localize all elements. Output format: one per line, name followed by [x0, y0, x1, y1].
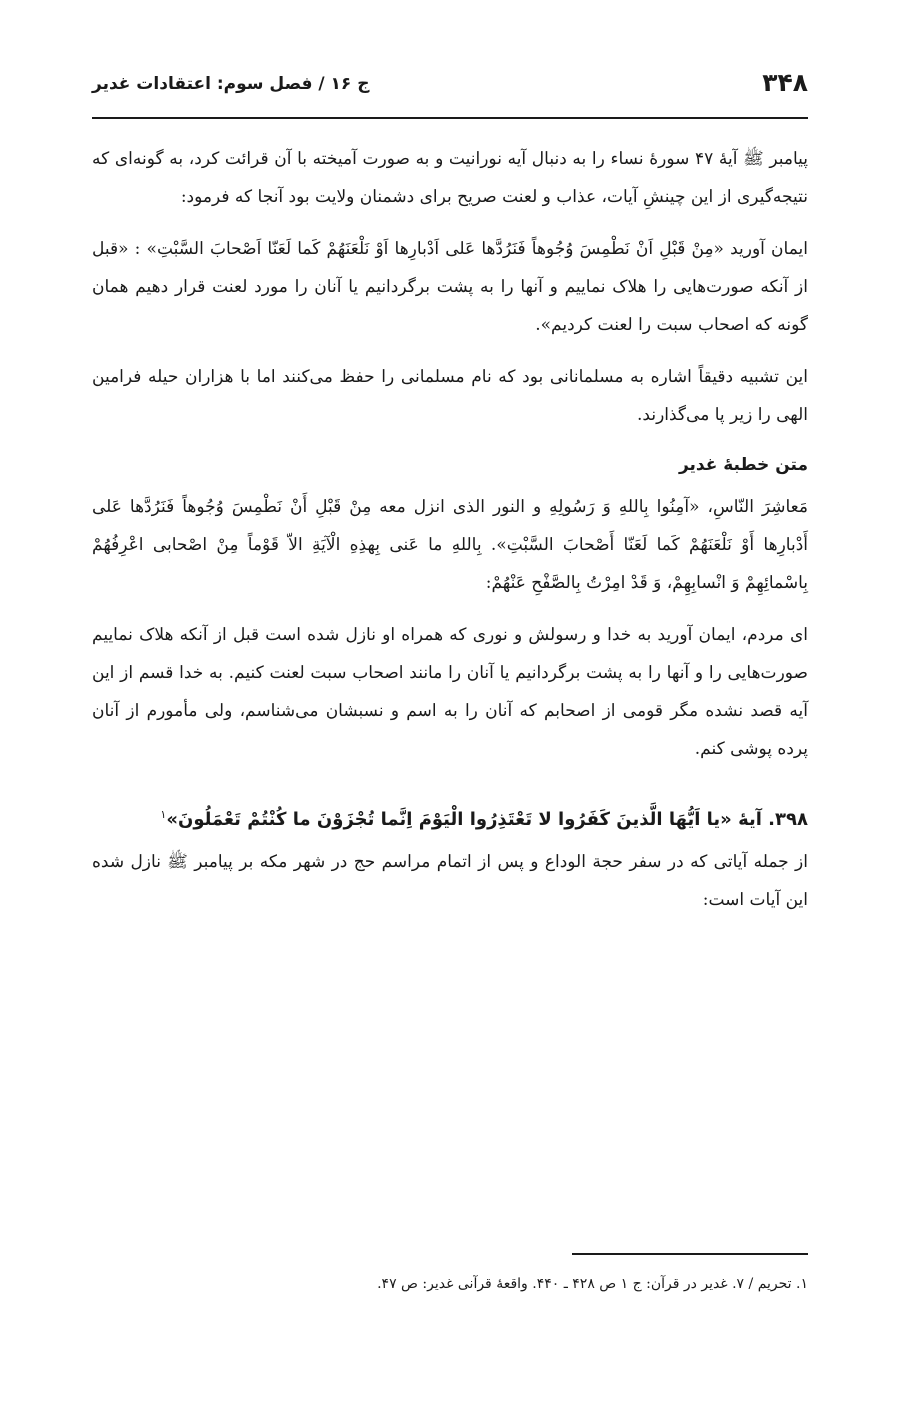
- sermon-arabic-text: مَعاشِرَ النّاسِ، «آمِنُوا بِاللهِ وَ رَسُولِهِ و النور الذی انزل معه مِنْ قَبْلِ أَنْ نَطْمِسَ وُجُوهاً فَنَرُدَّها عَلی أَدْبارِها أَوْ نَلْعَنَهُمْ کَما لَعَنّا أَصْحابَ السَّبْتِ». بِاللهِ ما عَنی بِهذِهِ الْآیَةِ الاّ قَوْماً مِنْ اصْحابی اعْرِفُهُمْ بِاسْمائِهِمْ وَ انْسابِهِمْ، وَ قَدْ امِرْتُ بِالصَّفْحِ عَنْهُمْ:: [92, 497, 808, 593]
- verse-heading-text: ۳۹۸. آیهٔ «یا اَیُّهَا الَّذینَ کَفَرُوا لا تَعْتَذِرُوا الْیَوْمَ اِنَّما تُجْزَوْنَ ما کُنْتُمْ تَعْمَلُونَ»: [166, 809, 808, 830]
- paragraph-2-intro: ایمان آورید: [730, 239, 808, 259]
- verse-heading: [92, 796, 808, 839]
- section-title: متن خطبهٔ غدیر: [678, 455, 808, 475]
- quran-quote: «مِنْ قَبْلِ اَنْ نَطْمِسَ وُجُوهاً فَنَرُدَّها عَلی اَدْبارِها اَوْ نَلْعَنَهُمْ کَما لَعَنّا اَصْحابَ السَّبْتِ»: [146, 239, 724, 259]
- sermon-translation: ای مردم، ایمان آورید به خدا و رسولش و نوری که همراه او نازل شده است قبل از آنکه هلاک نماییم صورت‌هایی را و آنها را به پشت برگردانیم یا آنان را مانند اصحاب سبت لعنت کنیم. به خدا قسم از این آیه قصد نشده مگر قومی از اصحابم که آنان را به اسم و نسبشان می‌شناسم، ولی مأمورم از آنان پرده پوشی کنم.: [92, 625, 808, 759]
- page-number: ۳۴۸: [762, 68, 808, 97]
- header-divider: [92, 117, 808, 119]
- paragraph-3: این تشبیه دقیقاً اشاره به مسلمانانی بود که نام مسلمانی را حفظ می‌کنند اما با هزاران حیله فرامین الهی را زیر پا می‌گذارند.: [92, 367, 808, 425]
- page-header: [92, 62, 808, 112]
- book-page: [92, 0, 808, 1405]
- footnote: ۱. تحریم / ۷. غدیر در قرآن: ج ۱ ص ۴۲۸ ـ ۴۴۰. واقعهٔ قرآنی غدیر: ص ۴۷.: [377, 1276, 808, 1292]
- running-head: ج ۱۶ / فصل سوم: اعتقادات غدیر: [92, 74, 370, 94]
- paragraph-6: از جمله آیاتی که در سفر حجة الوداع و پس از اتمام مراسم حج در شهر مکه بر پیامبر ﷺ نازل شده این آیات است:: [92, 852, 808, 910]
- paragraph-2-translation: : «قبل از آنکه صورت‌هایی را هلاک نماییم و آنها را به پشت برگردانیم یا آنان را مورد لعنت قرار دهیم همان گونه که اصحاب سبت را لعنت کردیم».: [92, 239, 808, 335]
- footnote-divider: [572, 1253, 808, 1255]
- paragraph-1: پیامبر ﷺ آیهٔ ۴۷ سورهٔ نساء را به دنبال آیه نورانیت و به صورت آمیخته با آن قرائت کرد، به گونه‌ای که نتیجه‌گیری از این چینشِ آیات، عذاب و لعنت صریح برای دشمنان ولایت بود آنجا که فرمود:: [92, 149, 808, 207]
- footnote-reference: ۱: [160, 808, 167, 821]
- page-body: [92, 140, 808, 933]
- paragraph-2: [92, 230, 808, 344]
